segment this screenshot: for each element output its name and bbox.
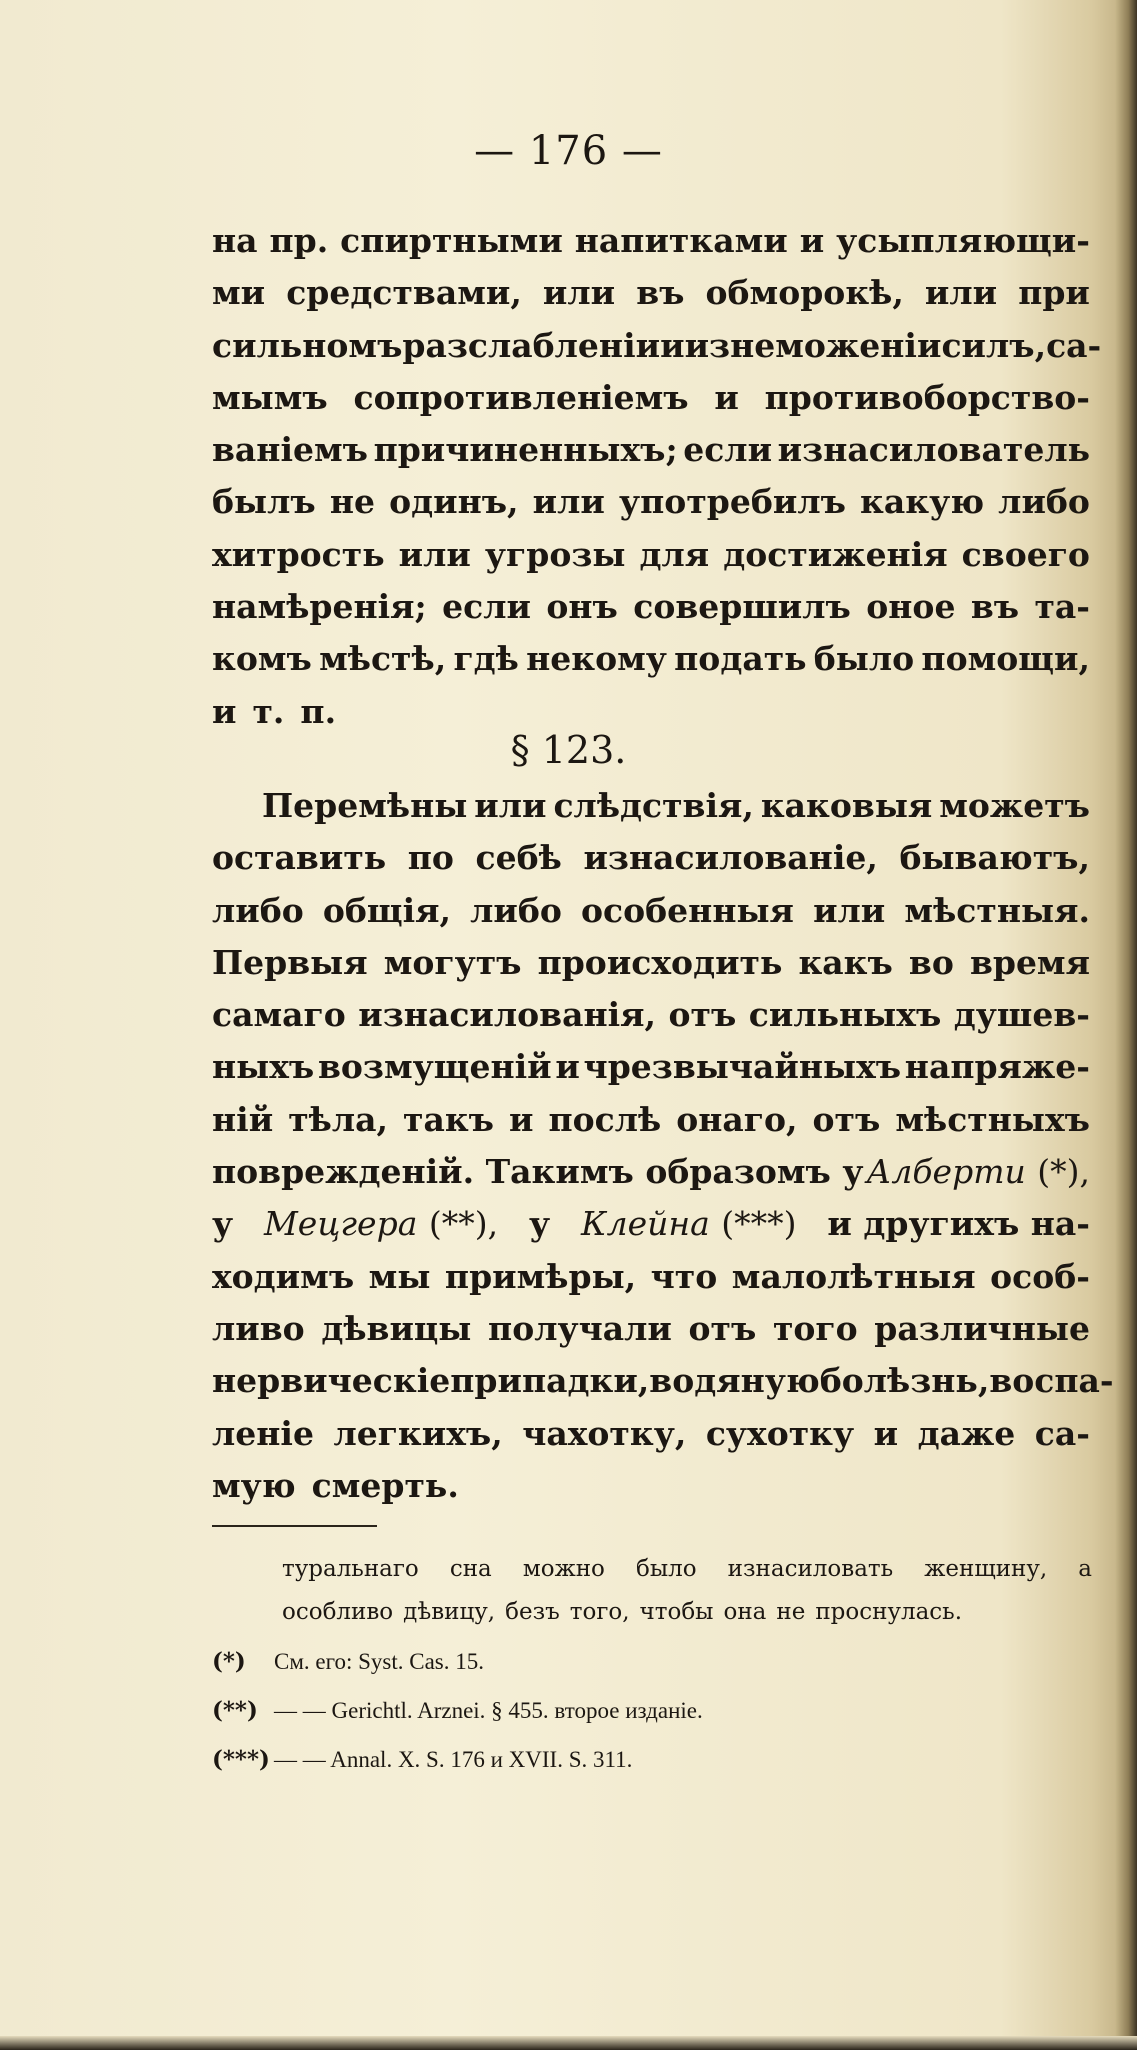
word: помощи,	[921, 639, 1090, 679]
word: сопротивленіемъ	[353, 377, 689, 417]
footnote-marker: (*)	[212, 1648, 246, 1675]
word: малолѣтныя	[731, 1256, 976, 1296]
word: и	[714, 377, 739, 417]
text-line	[212, 372, 1090, 424]
word: что	[650, 1256, 718, 1296]
word: са-	[1046, 325, 1102, 365]
word: бываютъ,	[899, 838, 1090, 878]
word: чахотку,	[522, 1413, 687, 1453]
word: онаго,	[676, 1099, 798, 1139]
paragraph-2	[212, 780, 1114, 1512]
word: легкихъ,	[333, 1413, 503, 1453]
footnote-reference	[212, 1738, 1092, 1781]
word: мую	[212, 1465, 296, 1505]
word: либо	[998, 482, 1090, 522]
footnote-mark-3: (***)	[721, 1204, 797, 1244]
word: подать	[674, 639, 807, 679]
word: какъ	[798, 942, 893, 982]
word: на	[212, 221, 258, 260]
word: употребилъ	[619, 482, 846, 522]
author-name-metzger: Мецгера	[264, 1204, 418, 1244]
word: п.	[300, 691, 337, 731]
text-line	[212, 1251, 1090, 1303]
text-line	[212, 1041, 1090, 1093]
word: сильныхъ	[748, 995, 942, 1035]
word: спиртными	[340, 221, 563, 260]
word: и	[555, 1047, 580, 1087]
text-line	[212, 476, 1090, 528]
word: средствами,	[286, 273, 522, 313]
word: или	[813, 890, 886, 930]
text-line	[212, 885, 1090, 937]
word: можетъ	[939, 786, 1090, 825]
text-line	[212, 780, 1090, 832]
text-line	[212, 832, 1090, 884]
word: отъ	[688, 1308, 757, 1348]
word: душев-	[953, 995, 1090, 1035]
word: если	[442, 587, 531, 627]
word: общія,	[322, 890, 452, 930]
word: чрезвычайныхъ	[583, 1047, 902, 1087]
word: и	[212, 691, 237, 731]
word: послѣ	[548, 1099, 662, 1139]
word: напитками	[574, 221, 788, 260]
word: мымъ	[212, 377, 328, 417]
word: каковыя	[760, 786, 933, 825]
author-name-klein: Клейна	[581, 1204, 710, 1244]
footnote-continuation-line	[212, 1591, 1092, 1634]
word: оное	[866, 587, 956, 627]
word: та-	[1034, 587, 1090, 627]
word: получали	[488, 1308, 672, 1348]
word: сильномъ	[212, 325, 403, 365]
word: или	[532, 482, 605, 522]
word: сна	[449, 1556, 492, 1582]
alberti-line-text: поврежденій. Такимъ образомъ у	[212, 1152, 864, 1192]
footnote-text: — — Gerichtl. Arznei. § 455. второе изданіе.	[274, 1698, 703, 1723]
word: отъ	[668, 995, 737, 1035]
word: дѣвицы	[321, 1308, 472, 1348]
text-line-metzger	[212, 1198, 1090, 1250]
word: некому	[526, 639, 667, 679]
word: напряже-	[904, 1047, 1090, 1087]
word: и	[873, 1413, 899, 1453]
word: припадки,	[450, 1361, 650, 1401]
word: мѣстѣ,	[319, 639, 447, 679]
word: силъ,	[941, 325, 1047, 365]
word: ныхъ	[212, 1047, 315, 1087]
word: гдѣ	[453, 639, 519, 679]
footnote-rule	[212, 1525, 377, 1527]
word: чтобы	[639, 1599, 714, 1625]
word: туральнаго	[282, 1556, 419, 1582]
word: достиженія	[723, 534, 948, 574]
word: изнасилователь	[777, 430, 1090, 470]
word: мы	[368, 1256, 431, 1296]
word: противоборство-	[764, 377, 1090, 417]
footnote-marker: (**)	[212, 1697, 258, 1724]
text-line	[212, 529, 1090, 581]
word: а	[1078, 1556, 1092, 1582]
text-line	[212, 424, 1090, 476]
footnote-continuation-line	[212, 1548, 1092, 1591]
text-line	[212, 1460, 1090, 1512]
word: Перемѣны	[262, 786, 468, 825]
text-line	[212, 215, 1090, 267]
footnote-text: См. его: Syst. Cas. 15.	[274, 1649, 484, 1674]
word: совершилъ	[633, 587, 851, 627]
word: разслабленіи	[402, 325, 661, 365]
word: либо	[212, 890, 304, 930]
text-line	[212, 633, 1090, 685]
page-number: — 176 —	[474, 128, 663, 174]
word: водяную	[649, 1361, 820, 1401]
word: при	[1018, 273, 1090, 313]
word: изнасиловать	[727, 1556, 894, 1582]
word: особенныя	[581, 890, 794, 930]
footnotes	[212, 1548, 1092, 1781]
word: оставить	[212, 838, 387, 878]
text-line-alberti	[212, 1146, 1090, 1198]
word: отъ	[812, 1099, 881, 1139]
footnote-mark-1: (*),	[1037, 1152, 1090, 1192]
word: былъ	[212, 482, 316, 522]
word: время	[969, 942, 1090, 982]
word: ваніемъ	[212, 430, 368, 470]
word: или	[924, 273, 998, 313]
word: тѣла,	[288, 1099, 388, 1139]
word: изнасилованія,	[358, 995, 657, 1035]
word: ми	[212, 273, 266, 313]
word: мѣстныхъ	[895, 1099, 1090, 1139]
word: своего	[961, 534, 1090, 574]
text-line	[212, 581, 1090, 633]
klein-group	[581, 1198, 797, 1250]
text-line	[212, 1094, 1090, 1146]
word: по	[407, 838, 454, 878]
text-line	[212, 1355, 1114, 1407]
word: для	[639, 534, 710, 574]
word-u-2: у	[529, 1204, 551, 1244]
word: въ	[636, 273, 685, 313]
word: проснулась.	[815, 1599, 963, 1625]
word: не	[329, 482, 375, 522]
word: и	[509, 1099, 534, 1139]
word: пр.	[269, 221, 329, 260]
text-line	[212, 1408, 1090, 1460]
word: мѣстныя.	[904, 890, 1090, 930]
paragraph-1	[212, 215, 1102, 738]
word: воспа-	[989, 1361, 1114, 1401]
footnote-reference	[212, 1640, 1092, 1683]
word: онъ	[546, 587, 618, 627]
footnote-reference	[212, 1689, 1092, 1732]
text-line	[212, 320, 1102, 372]
word: особ-	[990, 1256, 1090, 1296]
word: т.	[252, 691, 285, 731]
word: смерть.	[311, 1465, 459, 1505]
word: и	[660, 325, 685, 365]
word: самаго	[212, 995, 346, 1035]
word: обморокѣ,	[705, 273, 904, 313]
word: того,	[569, 1599, 630, 1625]
word: какую	[860, 482, 985, 522]
word: было	[813, 639, 915, 679]
word: дѣвицу,	[403, 1599, 496, 1625]
word: Первыя	[212, 942, 368, 982]
word: если	[683, 430, 773, 470]
text-line	[212, 1303, 1090, 1355]
word: усыпляющи-	[836, 221, 1090, 260]
word: было	[635, 1556, 697, 1582]
word: безъ	[505, 1599, 560, 1625]
word: женщину,	[924, 1556, 1048, 1582]
footnote-marker: (***)	[212, 1746, 270, 1773]
word: въ	[970, 587, 1020, 627]
word: одинъ,	[389, 482, 519, 522]
word: и	[799, 221, 825, 260]
page-edge-shadow	[1115, 0, 1137, 2050]
word: можно	[522, 1556, 605, 1582]
word: болѣзнь,	[819, 1361, 990, 1401]
metzger-group	[264, 1198, 498, 1250]
word: слѣдствія,	[553, 786, 754, 825]
word: особливо	[282, 1599, 394, 1625]
word: угрозы	[484, 534, 626, 574]
section-heading: § 123.	[510, 728, 627, 772]
word: изнасилованіе,	[583, 838, 878, 878]
word: нервическіе	[212, 1361, 451, 1401]
page-bottom-shadow	[0, 2036, 1137, 2050]
author-name-alberti: Алберти	[866, 1152, 1026, 1192]
word: са-	[1034, 1413, 1090, 1453]
word: намѣренія;	[212, 587, 427, 627]
word: во	[908, 942, 954, 982]
footnote-mark-2: (**),	[428, 1204, 499, 1244]
word: леніе	[212, 1413, 314, 1453]
word: могутъ	[383, 942, 522, 982]
word: не	[776, 1599, 806, 1625]
text-line	[212, 267, 1090, 319]
word: либо	[470, 890, 562, 930]
word: причиненныхъ;	[373, 430, 678, 470]
word: изнеможеніи	[684, 325, 942, 365]
alberti-name-group	[866, 1146, 1090, 1198]
word: примѣры,	[444, 1256, 637, 1296]
word: ливо	[212, 1308, 305, 1348]
word: или	[474, 786, 547, 825]
word: ходимъ	[212, 1256, 355, 1296]
word: ній	[212, 1099, 274, 1139]
word: происходить	[537, 942, 783, 982]
word: она	[723, 1599, 767, 1625]
word: или	[398, 534, 471, 574]
word: возмущеній	[317, 1047, 552, 1087]
metzger-line-rest: и другихъ на-	[827, 1204, 1090, 1244]
word: такъ	[403, 1099, 494, 1139]
text-line	[212, 937, 1090, 989]
word: даже	[917, 1413, 1016, 1453]
word: себѣ	[475, 838, 562, 878]
word: того	[772, 1308, 858, 1348]
word: различные	[874, 1308, 1090, 1348]
text-line	[212, 989, 1090, 1041]
word: хитрость	[212, 534, 385, 574]
word: комъ	[212, 639, 312, 679]
word: сухотку	[705, 1413, 855, 1453]
word: или	[542, 273, 616, 313]
word-u-1: у	[212, 1204, 234, 1244]
footnote-text: — — Annal. X. S. 176 и XVII. S. 311.	[274, 1747, 633, 1772]
